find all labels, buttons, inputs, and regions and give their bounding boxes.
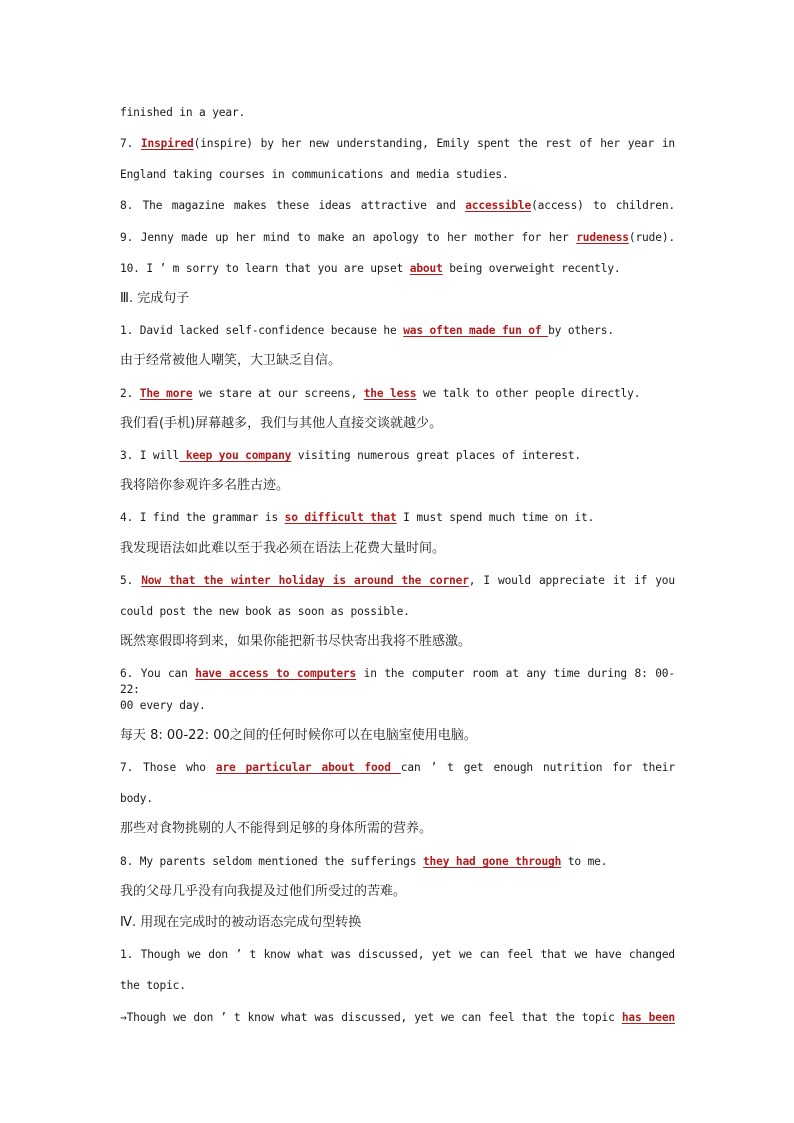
item-text: being overweight recently.	[442, 262, 621, 275]
chinese-translation: 我的父母几乎没有向我提及过他们所受过的苦难。	[120, 884, 407, 899]
item-text: 2.	[120, 387, 140, 400]
answer-text: keep you company	[179, 449, 292, 462]
chinese-translation: 每天 8: 00-22: 00之间的任何时候你可以在电脑室使用电脑。	[120, 728, 477, 743]
chinese-translation: 由于经常被他人嘲笑，大卫缺乏自信。	[120, 353, 342, 368]
chinese-translation: 我发现语法如此难以至于我必须在语法上花费大量时间。	[120, 541, 446, 556]
text-line: finished in a year.	[120, 106, 246, 119]
section-heading-4: Ⅳ. 用现在完成时的被动语态完成句型转换	[120, 915, 362, 930]
item-text: I must spend much time on it.	[396, 511, 595, 524]
answer-text: The more	[139, 387, 193, 400]
chinese-translation: 我将陪你参观许多名胜古迹。	[120, 478, 290, 493]
transform-item-1: 1. Though we don ’ t know what was discussed, yet we can feel that we have changed	[120, 948, 675, 961]
answer-text: have access to computers	[195, 667, 357, 680]
item-text: 9. Jenny made up her mind to make an apology to her mother for her	[120, 231, 577, 244]
item-text: 7. Those who	[120, 761, 216, 774]
item-text: 1. David lacked self-confidence because he	[120, 324, 404, 337]
item-text: 5.	[120, 574, 142, 587]
item-text: 3. I will	[120, 449, 180, 462]
text-line: 00 every day.	[120, 699, 206, 712]
answer-text: they had gone through	[422, 855, 562, 868]
item-text: in the computer room at any time during 8: 00-22:	[120, 667, 675, 696]
text-line: could post the new book as soon as possible.	[120, 605, 410, 618]
item-text: visiting numerous great places of interest.	[291, 449, 581, 462]
item-text: we talk to other people directly.	[416, 387, 641, 400]
answer-text: Now that the winter holiday is around the corner	[141, 574, 469, 587]
sentence-item-2	[120, 386, 675, 402]
answer-text: Inspired	[140, 137, 194, 150]
item-text: (inspire) by her new understanding, Emily spent the rest of her year in	[193, 137, 675, 150]
sentence-item-5	[120, 573, 675, 589]
sentence-item-8	[120, 854, 675, 870]
answer-text: are particular about food	[215, 761, 401, 774]
sentence-item-7	[120, 760, 675, 776]
item-text: →Though we don ’ t know what was discussed, yet we can feel that the topic	[120, 1011, 622, 1024]
item-text: (access) to children.	[531, 199, 676, 212]
item-text: (rude).	[628, 231, 675, 244]
item-text: by others.	[548, 324, 614, 337]
answer-text: was often made fun of	[403, 324, 549, 337]
sentence-item-6	[120, 666, 675, 698]
exercise-item-7	[120, 136, 675, 152]
sentence-item-3	[120, 448, 675, 464]
text-line: the topic.	[120, 979, 186, 992]
item-text: to me.	[561, 855, 608, 868]
chinese-translation: 那些对食物挑剔的人不能得到足够的身体所需的营养。	[120, 821, 433, 836]
answer-text: has been	[621, 1011, 675, 1024]
chinese-translation: 我们看(手机)屏幕越多，我们与其他人直接交谈就越少。	[120, 416, 443, 431]
item-text: 10. I ’ m sorry to learn that you are upset	[120, 262, 410, 275]
item-text: 6. You can	[120, 667, 196, 680]
answer-text: so difficult that	[284, 511, 397, 524]
answer-text: the less	[363, 387, 417, 400]
transform-answer-line	[120, 1010, 675, 1026]
item-text: , I would appreciate it if you	[468, 574, 675, 587]
item-text: we stare at our screens,	[192, 387, 364, 400]
answer-text: rudeness	[576, 231, 629, 244]
chinese-translation: 既然寒假即将到来，如果你能把新书尽快寄出我将不胜感激。	[120, 634, 472, 649]
exercise-item-9	[120, 230, 675, 246]
item-text: 8. The magazine makes these ideas attractive and	[120, 199, 466, 212]
answer-text: accessible	[465, 199, 532, 212]
exercise-item-10	[120, 261, 675, 277]
section-heading-3: Ⅲ. 完成句子	[120, 291, 190, 306]
item-text: 8. My parents seldom mentioned the sufferings	[120, 855, 423, 868]
sentence-item-4	[120, 510, 675, 526]
text-line: England taking courses in communications and media studies.	[120, 168, 509, 181]
sentence-item-1	[120, 323, 675, 339]
answer-text: about	[409, 262, 443, 275]
item-text: 4. I find the grammar is	[120, 511, 285, 524]
exercise-item-8	[120, 198, 675, 214]
item-text: 7.	[120, 137, 141, 150]
text-line: body.	[120, 792, 153, 805]
item-text: can ’ t get enough nutrition for their	[400, 761, 675, 774]
